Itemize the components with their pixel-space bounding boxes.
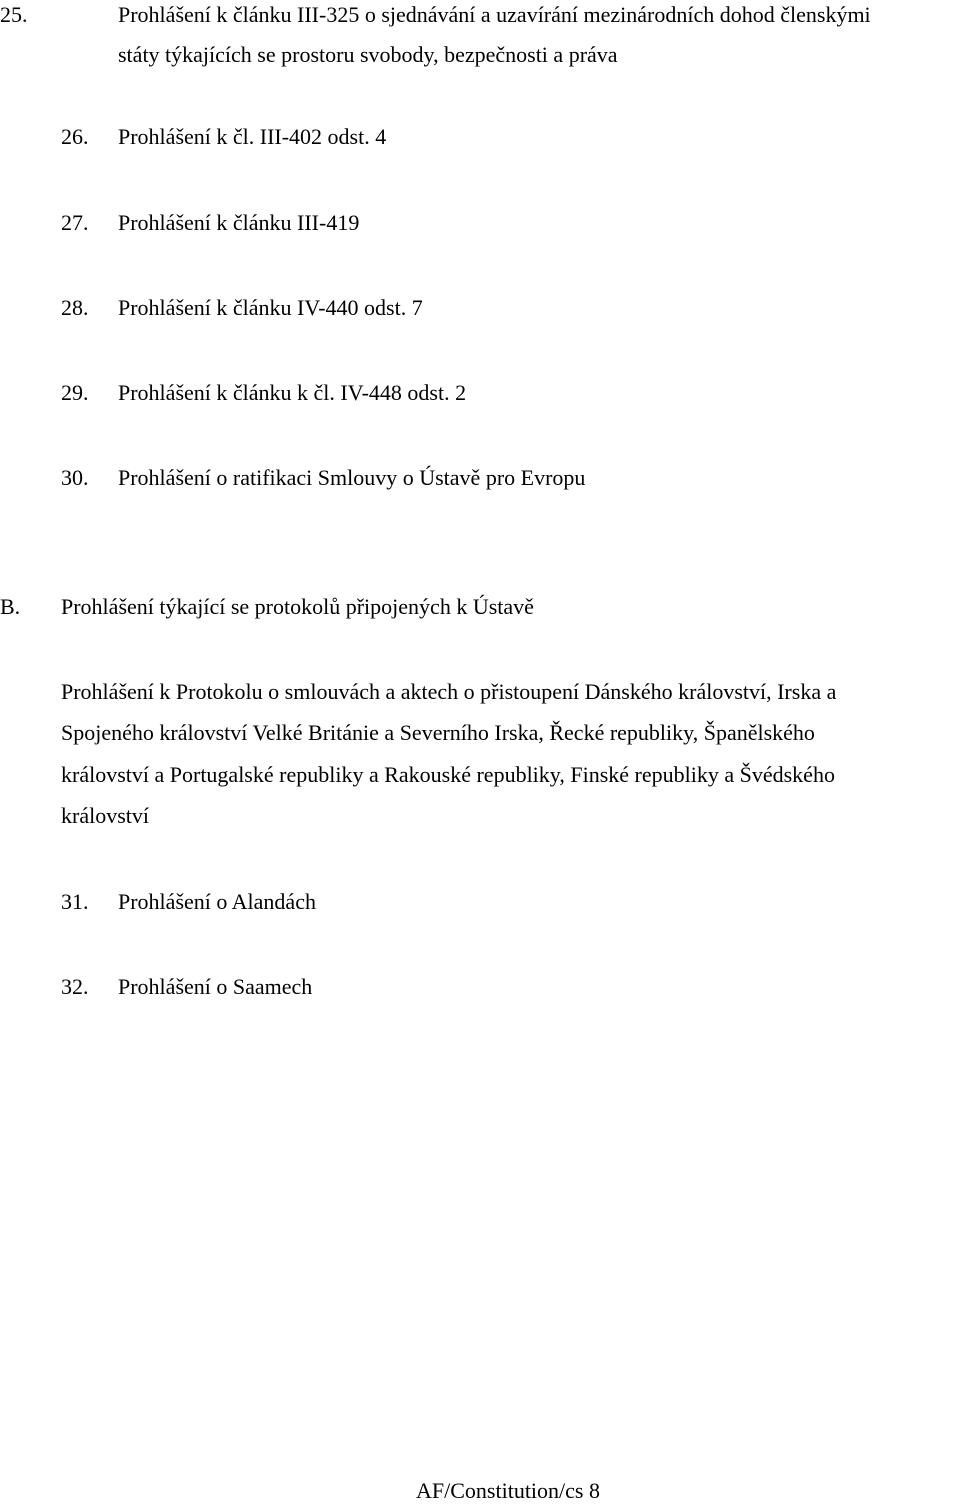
item-number-31: 31. (61, 889, 89, 914)
section-letter: B. (0, 594, 21, 619)
item-text-25-line1: Prohlášení k článku III-325 o sjednávání a uzavírání mezinárodních dohod členskými (118, 2, 871, 27)
paragraph-line-4: království (61, 803, 149, 828)
item-text-32: Prohlášení o Saamech (118, 974, 313, 999)
item-number-30: 30. (61, 465, 89, 490)
item-text-26: Prohlášení k čl. III-402 odst. 4 (118, 124, 387, 149)
item-number-25: 25. (0, 2, 28, 27)
item-number-26: 26. (61, 124, 89, 149)
item-number-32: 32. (61, 974, 89, 999)
paragraph-line-3: království a Portugalské republiky a Rakouské republiky, Finské republiky a Švédského (61, 762, 835, 787)
page-footer: AF/Constitution/cs 8 (416, 1478, 600, 1503)
item-number-29: 29. (61, 380, 89, 405)
paragraph-line-1: Prohlášení k Protokolu o smlouvách a aktech o přistoupení Dánského království, Irska a (61, 679, 837, 704)
item-number-28: 28. (61, 295, 89, 320)
paragraph-line-2: Spojeného království Velké Británie a Severního Irska, Řecké republiky, Španělského (61, 720, 815, 745)
item-text-28: Prohlášení k článku IV-440 odst. 7 (118, 295, 423, 320)
item-text-29: Prohlášení k článku k čl. IV-448 odst. 2 (118, 380, 467, 405)
item-text-25-line2: státy týkajících se prostoru svobody, bezpečnosti a práva (118, 42, 618, 67)
item-text-31: Prohlášení o Alandách (118, 889, 316, 914)
item-number-27: 27. (61, 210, 89, 235)
section-title: Prohlášení týkající se protokolů připojených k Ústavě (61, 594, 534, 619)
item-text-27: Prohlášení k článku III-419 (118, 210, 360, 235)
item-text-30: Prohlášení o ratifikaci Smlouvy o Ústavě pro Evropu (118, 465, 586, 490)
